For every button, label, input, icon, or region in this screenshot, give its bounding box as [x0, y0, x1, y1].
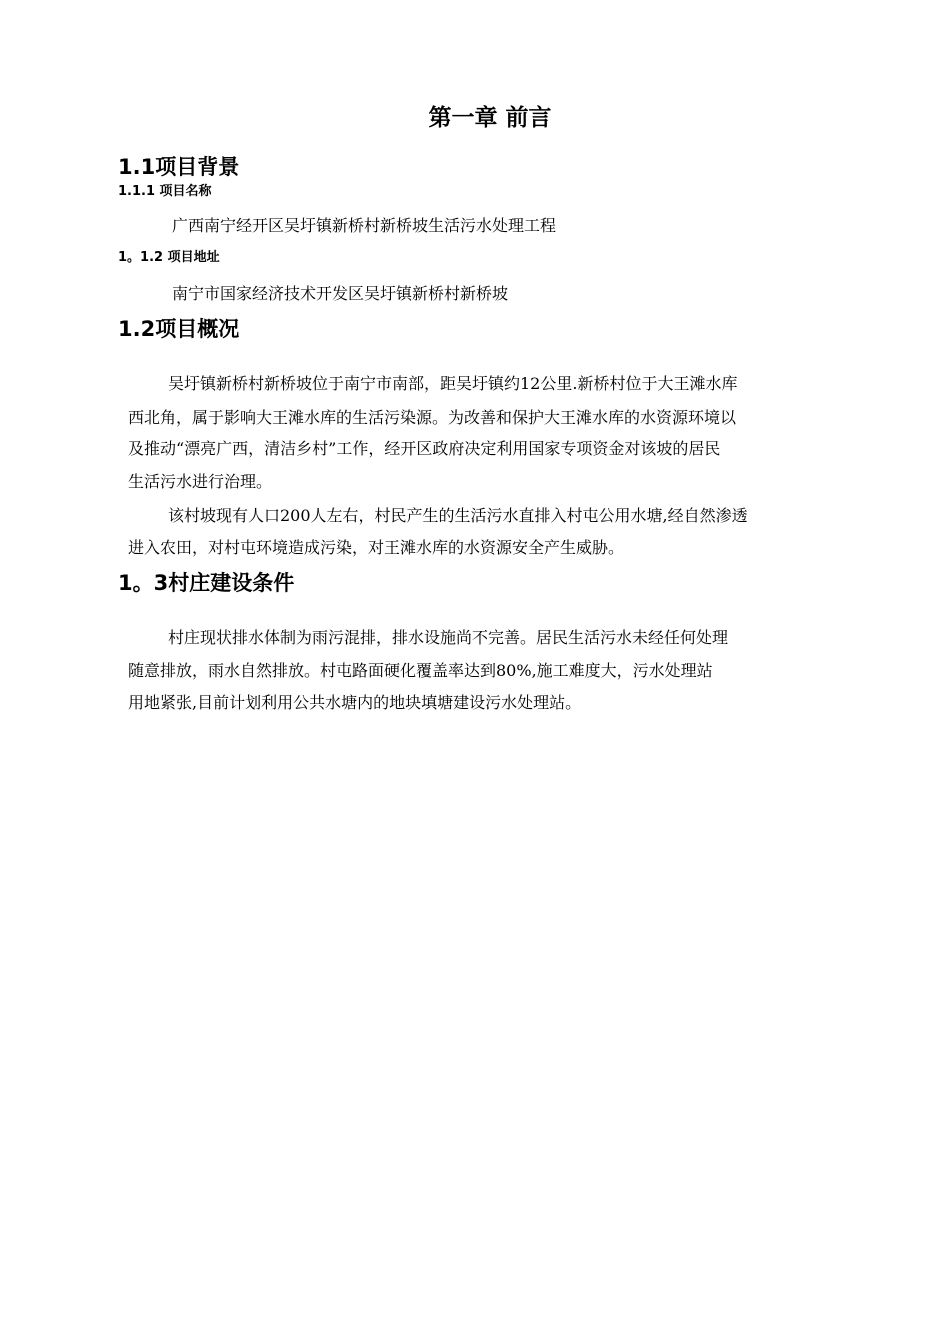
overview-line: 西北角，属于影响大王滩水库的生活污染源。为改善和保护大王滩水库的水资源环境以 [128, 408, 737, 427]
overview-line: 生活污水进行治理。 [128, 472, 273, 491]
project-address-text: 南宁市国家经济技术开发区吴圩镇新桥村新桥坡 [172, 284, 509, 303]
overview-line: 吴圩镇新桥村新桥坡位于南宁市南部，距吴圩镇约12公里.新桥村位于大王滩水库 [168, 374, 738, 393]
overview-line: 及推动“漂亮广西，清洁乡村”工作，经开区政府决定利用国家专项资金对该坡的居民 [128, 439, 721, 458]
overview-line: 该村坡现有人口200人左右，村民产生的生活污水直排入村屯公用水塘,经自然渗透 [168, 506, 748, 525]
overview-line: 进入农田，对村屯环境造成污染，对王滩水库的水资源安全产生威胁。 [128, 538, 625, 557]
section-heading-1-3: 1。3村庄建设条件 [118, 571, 295, 595]
subsection-heading-1-1-1: 1.1.1 项目名称 [118, 184, 212, 199]
subsection-heading-1-1-2: 1。1.2 项目地址 [118, 250, 220, 265]
conditions-line: 随意排放，雨水自然排放。村屯路面硬化覆盖率达到80%,施工难度大，污水处理站 [128, 661, 713, 680]
section-heading-1-1: 1.1项目背景 [118, 155, 240, 179]
conditions-line: 用地紧张,目前计划利用公共水塘内的地块填塘建设污水处理站。 [128, 693, 582, 712]
section-heading-1-2: 1.2项目概况 [118, 317, 240, 341]
chapter-title: 第一章 前言 [428, 105, 552, 131]
conditions-line: 村庄现状排水体制为雨污混排，排水设施尚不完善。居民生活污水未经任何处理 [168, 628, 729, 647]
project-name-text: 广西南宁经开区吴圩镇新桥村新桥坡生活污水处理工程 [172, 216, 557, 235]
